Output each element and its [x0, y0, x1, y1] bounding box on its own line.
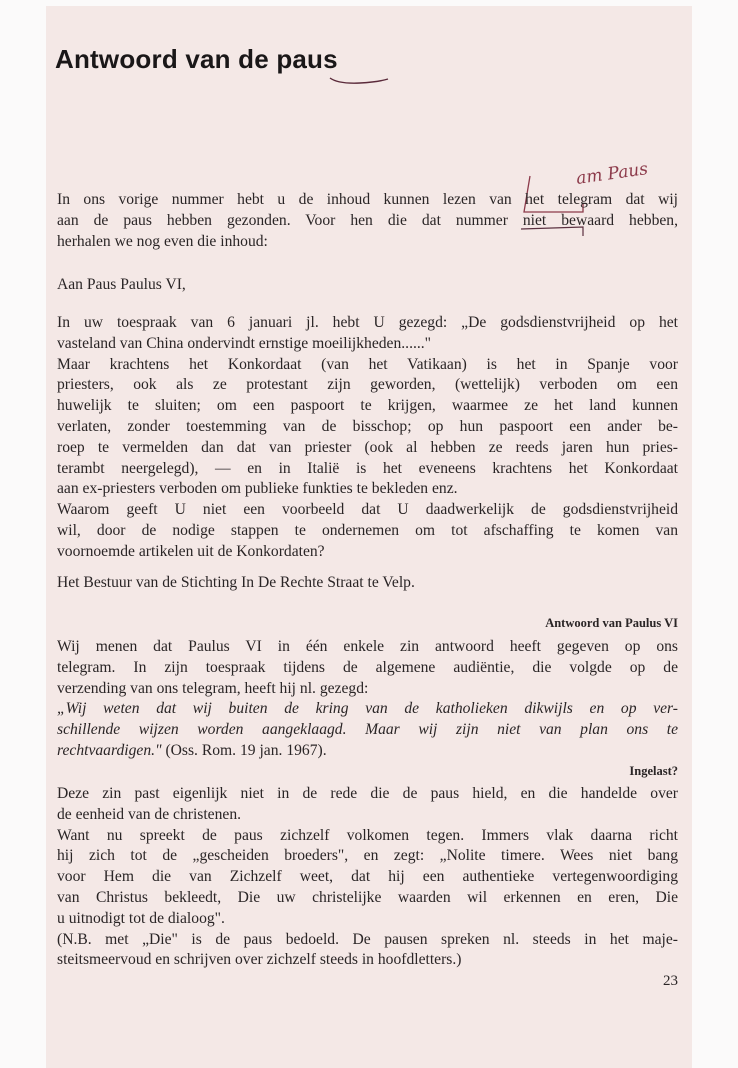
- text-line: herhalen we nog even die inhoud:: [57, 232, 268, 250]
- quote-line: „Wij weten dat wij buiten de kring van de katholieken dikwijls en op ver-: [57, 700, 678, 718]
- text-line: vasteland van China ondervindt ernstige moeilijkheden......": [57, 334, 432, 352]
- text-line: aan ex-priesters verboden om publieke funkties te bekleden enz.: [57, 480, 458, 498]
- handwritten-note: am Paus: [574, 159, 650, 189]
- text-line: Het Bestuur van de Stichting In De Rechte Straat te Velp.: [57, 574, 415, 591]
- article-title: Antwoord van de paus: [55, 44, 338, 74]
- text-line: huwelijk te sluiten; om een paspoort te krijgen, waarmee ze het land kunnen: [57, 397, 678, 415]
- quote-line: rechtvaardigen.": [57, 741, 162, 759]
- text-line: steitsmeervoud en schrijven over zichzelf steeds in hoofdletters.): [57, 951, 462, 969]
- text-line: u uitnodigt tot de dialoog".: [57, 909, 225, 927]
- intro-paragraph: [57, 190, 678, 252]
- quote-source: (Oss. Rom. 19 jan. 1967).: [161, 741, 327, 759]
- text-line: telegram. In zijn toespraak tijdens de algemene audiëntie, die volgde op de: [57, 658, 678, 676]
- signature: [57, 573, 678, 594]
- section2-paragraph: [57, 784, 678, 971]
- letter-body: [57, 313, 678, 563]
- section-heading-ingelast: Ingelast?: [629, 764, 678, 778]
- title-underline-mark: [330, 78, 388, 83]
- text-line: voor Hem die van Zichzelf weet, dat hij een authentieke vertegenwoordiging: [57, 868, 678, 886]
- text-line: wil, door de nodige stappen te ondernemen om tot afschaffing te komen van: [57, 521, 678, 539]
- section-heading-antwoord: Antwoord van Paulus VI: [545, 616, 678, 630]
- text-line: In ons vorige nummer hebt u de inhoud kunnen lezen van het telegram dat wij: [57, 191, 678, 208]
- text-line: van Christus bekleedt, Die uw christelijke waarden wil erkennen en eren, Die: [57, 888, 678, 906]
- text-line: hij zich tot de „gescheiden broeders", en zegt: „Nolite timere. Wees niet bang: [57, 847, 678, 865]
- section1-paragraph: [57, 637, 678, 762]
- text-line: In uw toespraak van 6 januari jl. hebt U gezegd: „De godsdienstvrijheid op het: [57, 314, 678, 331]
- salutation: [57, 275, 678, 296]
- text-line: Waarom geeft U niet een voorbeeld dat U daadwerkelijk de godsdienstvrijheid: [57, 501, 678, 519]
- text-line: Aan Paus Paulus VI,: [57, 276, 186, 293]
- text-line: voornoemde artikelen uit de Konkordaten?: [57, 542, 325, 560]
- text-line: (N.B. met „Die" is de paus bedoeld. De pausen spreken nl. steeds in het maje-: [57, 930, 678, 948]
- page-number: 23: [663, 973, 678, 989]
- text-line: verzending van ons telegram, heeft hij nl. gezegd:: [57, 679, 369, 697]
- quote-line: schillende wijzen worden aangeklaagd. Maar wij zijn niet van plan ons te: [57, 721, 678, 739]
- text-line: Wij menen dat Paulus VI in één enkele zin antwoord heeft gegeven op ons: [57, 638, 678, 655]
- text-line: de eenheid van de christenen.: [57, 805, 242, 823]
- text-line: Maar krachtens het Konkordaat (van het Vatikaan) is het in Spanje voor: [57, 355, 678, 373]
- text-line: aan de paus hebben gezonden. Voor hen die dat nummer niet bewaard hebben,: [57, 211, 678, 229]
- text-line: Deze zin past eigenlijk niet in de rede die de paus hield, en die handelde over: [57, 785, 678, 802]
- text-line: Want nu spreekt de paus zichzelf volkomen tegen. Immers vlak daarna richt: [57, 826, 678, 844]
- text-line: verlaten, zonder toestemming van de bisschop; op hun paspoort een ander be-: [57, 417, 678, 435]
- text-line: terambt neergelegd), — en in Italië is het eveneens krachtens het Konkordaat: [57, 459, 678, 477]
- text-line: priesters, ook als ze protestant zijn geworden, (wettelijk) verboden om een: [57, 376, 678, 394]
- text-line: roep te vermelden dan dat van priester (ook al hebben ze reeds jaren hun pries-: [57, 438, 678, 456]
